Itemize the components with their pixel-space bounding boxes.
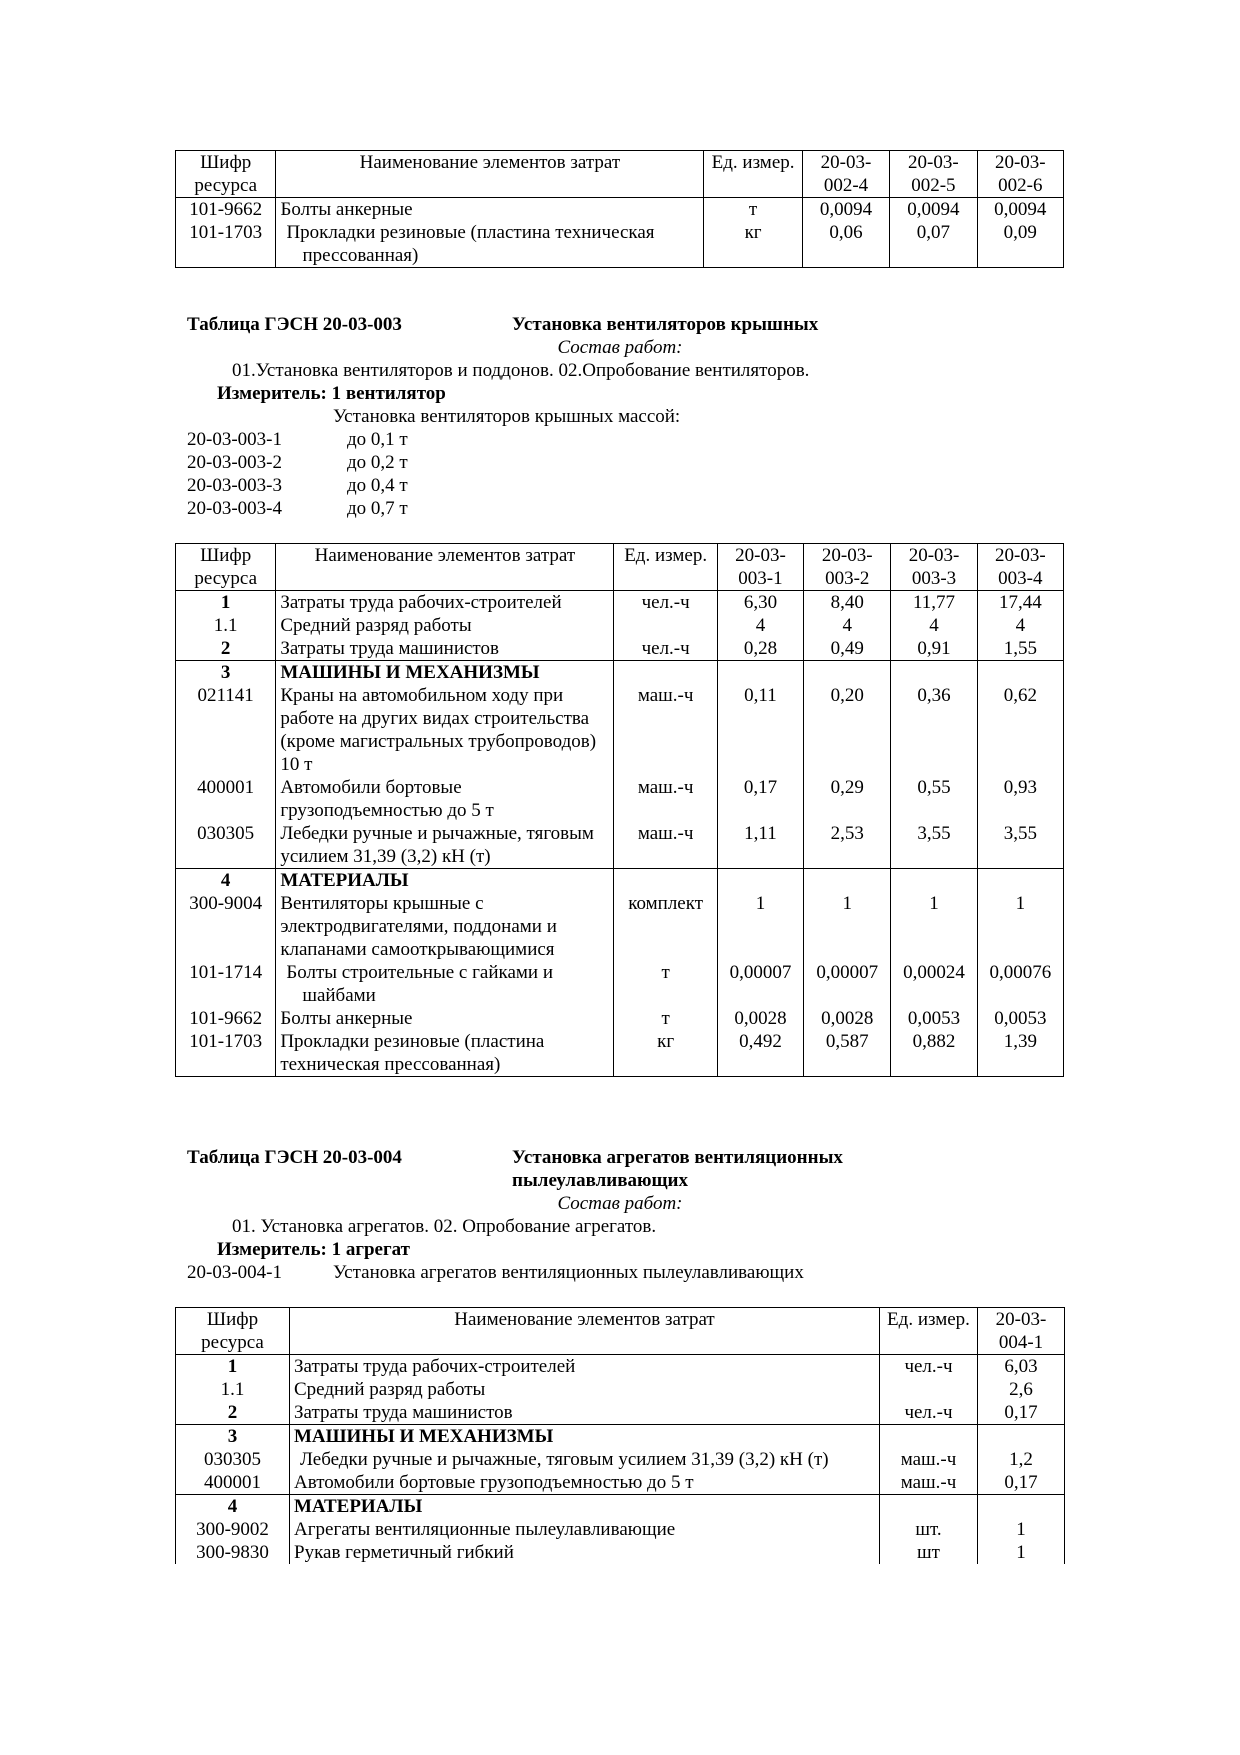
cell-value: 0,492 — [717, 1030, 803, 1077]
header-cell: 20-03-002-6 — [977, 151, 1063, 198]
cell-unit: маш.-ч — [614, 776, 717, 822]
cell-value — [891, 869, 977, 893]
header-cell: Шифр ресурса — [176, 544, 276, 591]
cell-value: 0,0094 — [802, 198, 889, 222]
cell-name: Автомобили бортовые грузоподъемностью до 5 т — [276, 776, 614, 822]
table-row — [176, 614, 1064, 637]
cell-value: 0,00024 — [891, 961, 977, 1007]
cell-name: Средний разряд работы — [290, 1378, 880, 1401]
cell-code: 021141 — [176, 684, 276, 776]
meter: Измеритель: 1 агрегат — [217, 1239, 410, 1260]
cell-code: 101-9662 — [176, 198, 276, 222]
cell-name: Затраты труда машинистов — [276, 637, 614, 661]
table-title-continued: пылеулавливающих — [512, 1170, 688, 1191]
cell-unit: шт — [880, 1541, 978, 1564]
cell-unit: кг — [614, 1030, 717, 1077]
table-title: Установка вентиляторов крышных — [512, 314, 819, 335]
cell-code: 1.1 — [176, 614, 276, 637]
cell-code: 2 — [176, 637, 276, 661]
cell-unit: маш.-ч — [614, 684, 717, 776]
cell-value: 0,91 — [891, 637, 977, 661]
header-cell: Шифр ресурса — [176, 1308, 290, 1355]
cell-name: Вентиляторы крышные с электродвигателями, поддонами и клапанами самооткрывающимися — [276, 892, 614, 961]
subtitle: Установка вентиляторов крышных массой: — [333, 406, 681, 427]
table-header-row — [176, 544, 1064, 591]
cell-value: 11,77 — [891, 591, 977, 615]
cell-name: Прокладки резиновые (пластина техническая прессованная) — [276, 1030, 614, 1077]
header-cell: Шифр ресурса — [176, 151, 276, 198]
cell-value — [978, 1495, 1065, 1519]
cell-unit — [880, 1378, 978, 1401]
cell-name: Рукав герметичный гибкий — [290, 1541, 880, 1564]
header-cell: 20-03-004-1 — [978, 1308, 1065, 1355]
table-row — [176, 1541, 1065, 1564]
item-code: 20-03-003-3 — [187, 475, 282, 496]
cell-value: 8,40 — [804, 591, 891, 615]
cell-value: 0,17 — [717, 776, 803, 822]
cell-unit — [880, 1425, 978, 1449]
composition-text: 01. Установка агрегатов. 02. Опробование агрегатов. — [232, 1216, 657, 1237]
cell-value — [978, 1425, 1065, 1449]
cell-value — [891, 661, 977, 685]
cell-value: 0,17 — [978, 1401, 1065, 1425]
header-cell: Наименование элементов затрат — [290, 1308, 880, 1355]
cell-value: 0,0053 — [891, 1007, 977, 1030]
cell-value: 4 — [804, 614, 891, 637]
cell-unit: шт. — [880, 1518, 978, 1541]
cell-code: 2 — [176, 1401, 290, 1425]
cell-name: Лебедки ручные и рычажные, тяговым усилием 31,39 (3,2) кН (т) — [290, 1448, 880, 1471]
cell-value: 1,55 — [977, 637, 1063, 661]
table-row — [176, 684, 1064, 776]
cell-code: 400001 — [176, 1471, 290, 1495]
table-label: Таблица ГЭСН 20-03-004 — [187, 1147, 402, 1168]
table-row — [176, 221, 1064, 268]
cell-code: 300-9004 — [176, 892, 276, 961]
cell-code: 300-9830 — [176, 1541, 290, 1564]
table-row — [176, 661, 1064, 685]
cell-unit: чел.-ч — [614, 591, 717, 615]
cell-name: Болты анкерные — [276, 1007, 614, 1030]
cell-name: Краны на автомобильном ходу при работе на других видах строительства (кроме магистральных трубопроводов) 10 т — [276, 684, 614, 776]
cell-value: 0,28 — [717, 637, 803, 661]
cell-unit: т — [704, 198, 802, 222]
item-code: 20-03-003-2 — [187, 452, 282, 473]
cell-unit — [880, 1495, 978, 1519]
cell-name: Агрегаты вентиляционные пылеулавливающие — [290, 1518, 880, 1541]
cell-unit — [614, 614, 717, 637]
cell-name: Затраты труда машинистов — [290, 1401, 880, 1425]
cell-value: 1,11 — [717, 822, 803, 869]
table-20-03-004 — [175, 1307, 1065, 1564]
item-code: 20-03-003-1 — [187, 429, 282, 450]
cell-name: Лебедки ручные и рычажные, тяговым усилием 31,39 (3,2) кН (т) — [276, 822, 614, 869]
table-row — [176, 1007, 1064, 1030]
table-row — [176, 961, 1064, 1007]
header-cell: 20-03-002-4 — [802, 151, 889, 198]
cell-value: 3,55 — [891, 822, 977, 869]
cell-code: 4 — [176, 1495, 290, 1519]
cell-value: 1 — [804, 892, 891, 961]
table-row — [176, 1401, 1065, 1425]
cell-value: 3,55 — [977, 822, 1063, 869]
table-20-03-002 — [175, 150, 1064, 268]
cell-code: 3 — [176, 661, 276, 685]
cell-name: Болты строительные с гайками и шайбами — [276, 961, 614, 1007]
table-row — [176, 869, 1064, 893]
cell-unit — [614, 661, 717, 685]
item-code: 20-03-003-4 — [187, 498, 282, 519]
table-20-03-003 — [175, 543, 1064, 1077]
cell-code: 030305 — [176, 1448, 290, 1471]
header-cell: Ед. измер. — [704, 151, 802, 198]
item-text: до 0,2 т — [347, 452, 408, 473]
table-row — [176, 1448, 1065, 1471]
cell-value: 17,44 — [977, 591, 1063, 615]
cell-value: 1 — [978, 1518, 1065, 1541]
item-text: до 0,4 т — [347, 475, 408, 496]
composition-label: Состав работ: — [557, 1193, 683, 1214]
cell-code: 101-1714 — [176, 961, 276, 1007]
header-cell: 20-03-003-3 — [891, 544, 977, 591]
cell-name: Затраты труда рабочих-строителей — [276, 591, 614, 615]
header-cell: Наименование элементов затрат — [276, 544, 614, 591]
cell-unit: маш.-ч — [880, 1471, 978, 1495]
cell-value — [804, 661, 891, 685]
cell-value — [717, 661, 803, 685]
cell-value: 1 — [891, 892, 977, 961]
cell-unit — [614, 869, 717, 893]
cell-value: 0,09 — [977, 221, 1063, 268]
cell-value: 0,11 — [717, 684, 803, 776]
cell-unit: чел.-ч — [614, 637, 717, 661]
cell-value: 4 — [717, 614, 803, 637]
cell-name: МАТЕРИАЛЫ — [290, 1495, 880, 1519]
table-header-row — [176, 1308, 1065, 1355]
cell-value: 0,0094 — [890, 198, 977, 222]
cell-unit: чел.-ч — [880, 1355, 978, 1379]
cell-value: 0,0028 — [804, 1007, 891, 1030]
cell-value: 0,882 — [891, 1030, 977, 1077]
header-cell: 20-03-003-2 — [804, 544, 891, 591]
cell-unit: т — [614, 1007, 717, 1030]
cell-value: 0,00076 — [977, 961, 1063, 1007]
cell-unit: чел.-ч — [880, 1401, 978, 1425]
table-row — [176, 892, 1064, 961]
cell-value: 1 — [717, 892, 803, 961]
cell-value: 0,17 — [978, 1471, 1065, 1495]
header-cell: Ед. измер. — [614, 544, 717, 591]
cell-value: 4 — [977, 614, 1063, 637]
cell-value: 1 — [977, 892, 1063, 961]
composition-text: 01.Установка вентиляторов и поддонов. 02.Опробование вентиляторов. — [232, 360, 810, 381]
table-label: Таблица ГЭСН 20-03-003 — [187, 314, 402, 335]
cell-value: 2,53 — [804, 822, 891, 869]
cell-value: 0,0053 — [977, 1007, 1063, 1030]
table-row — [176, 1518, 1065, 1541]
cell-code: 1.1 — [176, 1378, 290, 1401]
cell-code: 400001 — [176, 776, 276, 822]
item-text: до 0,7 т — [347, 498, 408, 519]
cell-name: Средний разряд работы — [276, 614, 614, 637]
table-row — [176, 1355, 1065, 1379]
cell-value — [804, 869, 891, 893]
cell-value: 0,20 — [804, 684, 891, 776]
cell-name: МАШИНЫ И МЕХАНИЗМЫ — [276, 661, 614, 685]
cell-code: 300-9002 — [176, 1518, 290, 1541]
table-row — [176, 1425, 1065, 1449]
cell-value — [717, 869, 803, 893]
cell-name: МАШИНЫ И МЕХАНИЗМЫ — [290, 1425, 880, 1449]
meter: Измеритель: 1 вентилятор — [217, 383, 446, 404]
table-row — [176, 1471, 1065, 1495]
table-row — [176, 198, 1064, 222]
cell-value: 0,29 — [804, 776, 891, 822]
table-row — [176, 822, 1064, 869]
cell-code: 4 — [176, 869, 276, 893]
item-text: Установка агрегатов вентиляционных пылеулавливающих — [333, 1262, 804, 1283]
table-row — [176, 1495, 1065, 1519]
cell-value: 0,00007 — [804, 961, 891, 1007]
cell-value: 6,30 — [717, 591, 803, 615]
header-cell: 20-03-003-4 — [977, 544, 1063, 591]
cell-name: Болты анкерные — [276, 198, 704, 222]
cell-name: Затраты труда рабочих-строителей — [290, 1355, 880, 1379]
cell-value: 1 — [978, 1541, 1065, 1564]
cell-code: 3 — [176, 1425, 290, 1449]
item-text: до 0,1 т — [347, 429, 408, 450]
cell-value: 0,55 — [891, 776, 977, 822]
header-cell: Ед. измер. — [880, 1308, 978, 1355]
cell-code: 1 — [176, 591, 276, 615]
header-cell: Наименование элементов затрат — [276, 151, 704, 198]
cell-value: 1,39 — [977, 1030, 1063, 1077]
header-cell: 20-03-002-5 — [890, 151, 977, 198]
cell-value: 0,07 — [890, 221, 977, 268]
table-row — [176, 1030, 1064, 1077]
cell-value: 0,06 — [802, 221, 889, 268]
table-row — [176, 1378, 1065, 1401]
cell-unit: маш.-ч — [880, 1448, 978, 1471]
cell-unit: кг — [704, 221, 802, 268]
cell-code: 101-1703 — [176, 221, 276, 268]
cell-value: 0,36 — [891, 684, 977, 776]
cell-value — [977, 661, 1063, 685]
cell-value — [977, 869, 1063, 893]
item-code: 20-03-004-1 — [187, 1262, 282, 1283]
cell-name: Автомобили бортовые грузоподъемностью до 5 т — [290, 1471, 880, 1495]
cell-code: 101-9662 — [176, 1007, 276, 1030]
cell-value: 0,62 — [977, 684, 1063, 776]
cell-code: 101-1703 — [176, 1030, 276, 1077]
cell-code: 030305 — [176, 822, 276, 869]
table-header-row — [176, 151, 1064, 198]
cell-name: МАТЕРИАЛЫ — [276, 869, 614, 893]
cell-unit: маш.-ч — [614, 822, 717, 869]
cell-value: 0,49 — [804, 637, 891, 661]
cell-code: 1 — [176, 1355, 290, 1379]
cell-value: 0,93 — [977, 776, 1063, 822]
table-row — [176, 637, 1064, 661]
composition-label: Состав работ: — [557, 337, 683, 358]
cell-name: Прокладки резиновые (пластина техническая прессованная) — [276, 221, 704, 268]
cell-value: 0,587 — [804, 1030, 891, 1077]
header-cell: 20-03-003-1 — [717, 544, 803, 591]
table-row — [176, 776, 1064, 822]
cell-value: 0,0094 — [977, 198, 1063, 222]
cell-value: 2,6 — [978, 1378, 1065, 1401]
cell-value: 1,2 — [978, 1448, 1065, 1471]
cell-value: 6,03 — [978, 1355, 1065, 1379]
cell-value: 0,0028 — [717, 1007, 803, 1030]
cell-unit: т — [614, 961, 717, 1007]
cell-value: 0,00007 — [717, 961, 803, 1007]
table-title: Установка агрегатов вентиляционных — [512, 1147, 843, 1168]
cell-value: 4 — [891, 614, 977, 637]
table-row — [176, 591, 1064, 615]
cell-unit: комплект — [614, 892, 717, 961]
